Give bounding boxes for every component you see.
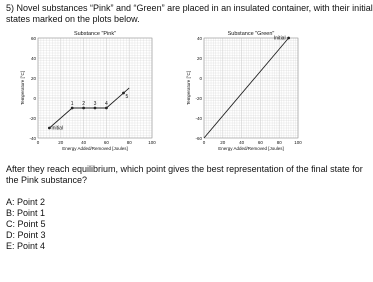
pink-data-point: [71, 107, 74, 110]
green-initial-label: Initial: [273, 35, 286, 42]
pink-x-tick-label: 40: [81, 140, 87, 145]
pink-chart-title: Substance "Pink": [73, 31, 117, 37]
pink-point-label: 3: [93, 101, 97, 107]
pink-substance-chart: [20, 30, 160, 160]
pink-x-tick-label: 80: [126, 140, 132, 145]
pink-data-point: [48, 127, 51, 130]
green-y-tick-label: 20: [196, 55, 202, 61]
green-chart-title: Substance "Green": [227, 31, 275, 37]
pink-x-tick-label: 0: [36, 140, 40, 145]
answer-option-d[interactable]: D: Point 3: [6, 230, 46, 240]
green-x-tick-label: 80: [276, 140, 282, 145]
pink-point-label: 2: [82, 101, 85, 107]
answer-option-a[interactable]: A: Point 2: [6, 197, 46, 207]
pink-y-axis-label: Temperature [°C]: [20, 70, 25, 106]
pink-data-point: [82, 107, 85, 110]
green-y-tick-label: -20: [195, 95, 202, 101]
followup-question-line-2: the Pink substance?: [6, 175, 88, 185]
green-x-tick-label: 40: [239, 140, 245, 145]
followup-question-line-1: After they reach equilibrium, which point gives the best representation of the final state for: [6, 164, 363, 174]
green-y-axis-label: Temperature [°C]: [186, 70, 191, 106]
green-x-tick-label: 0: [202, 140, 206, 145]
pink-point-label: 5: [125, 94, 129, 100]
green-x-tick-label: 20: [220, 140, 226, 145]
pink-point-label: 4: [105, 101, 108, 107]
green-data-point: [287, 37, 290, 40]
pink-initial-label: Initial: [51, 125, 64, 132]
green-y-tick-label: 40: [196, 35, 202, 41]
pink-data-point: [122, 92, 125, 95]
pink-point-label: 1: [70, 101, 74, 107]
pink-x-tick-label: 20: [58, 140, 64, 145]
green-y-tick-label: 0: [199, 75, 202, 81]
pink-data-point: [105, 107, 108, 110]
green-substance-chart: [188, 30, 348, 160]
answer-option-b[interactable]: B: Point 1: [6, 208, 46, 218]
question-text-line-1: 5) Novel substances “Pink” and “Green” are placed in an insulated container, with their initial: [6, 3, 373, 13]
pink-x-axis-label: Energy Added/Removed [Joules]: [62, 146, 128, 151]
green-gridlines: [204, 35, 298, 138]
pink-y-tick-label: -20: [29, 115, 36, 121]
green-x-axis-label: Energy Added/Removed [Joules]: [218, 146, 284, 151]
pink-y-tick-label: -40: [29, 135, 36, 141]
question-text-line-2: states marked on the plots below.: [6, 14, 140, 24]
pink-data-point: [94, 107, 97, 110]
pink-y-tick-label: 0: [33, 95, 36, 101]
green-y-tick-label: -40: [195, 115, 202, 121]
pink-y-tick-label: 20: [30, 75, 36, 81]
answer-option-e[interactable]: E: Point 4: [6, 241, 46, 251]
green-x-tick-label: 60: [257, 140, 263, 145]
pink-x-tick-label: 60: [103, 140, 109, 145]
pink-y-tick-label: 60: [30, 35, 36, 41]
green-x-tick-label: 100: [294, 140, 302, 145]
answer-option-c[interactable]: C: Point 5: [6, 219, 46, 229]
pink-x-tick-label: 100: [148, 140, 156, 145]
green-y-tick-label: -60: [195, 135, 202, 141]
pink-y-tick-label: 40: [30, 55, 36, 61]
